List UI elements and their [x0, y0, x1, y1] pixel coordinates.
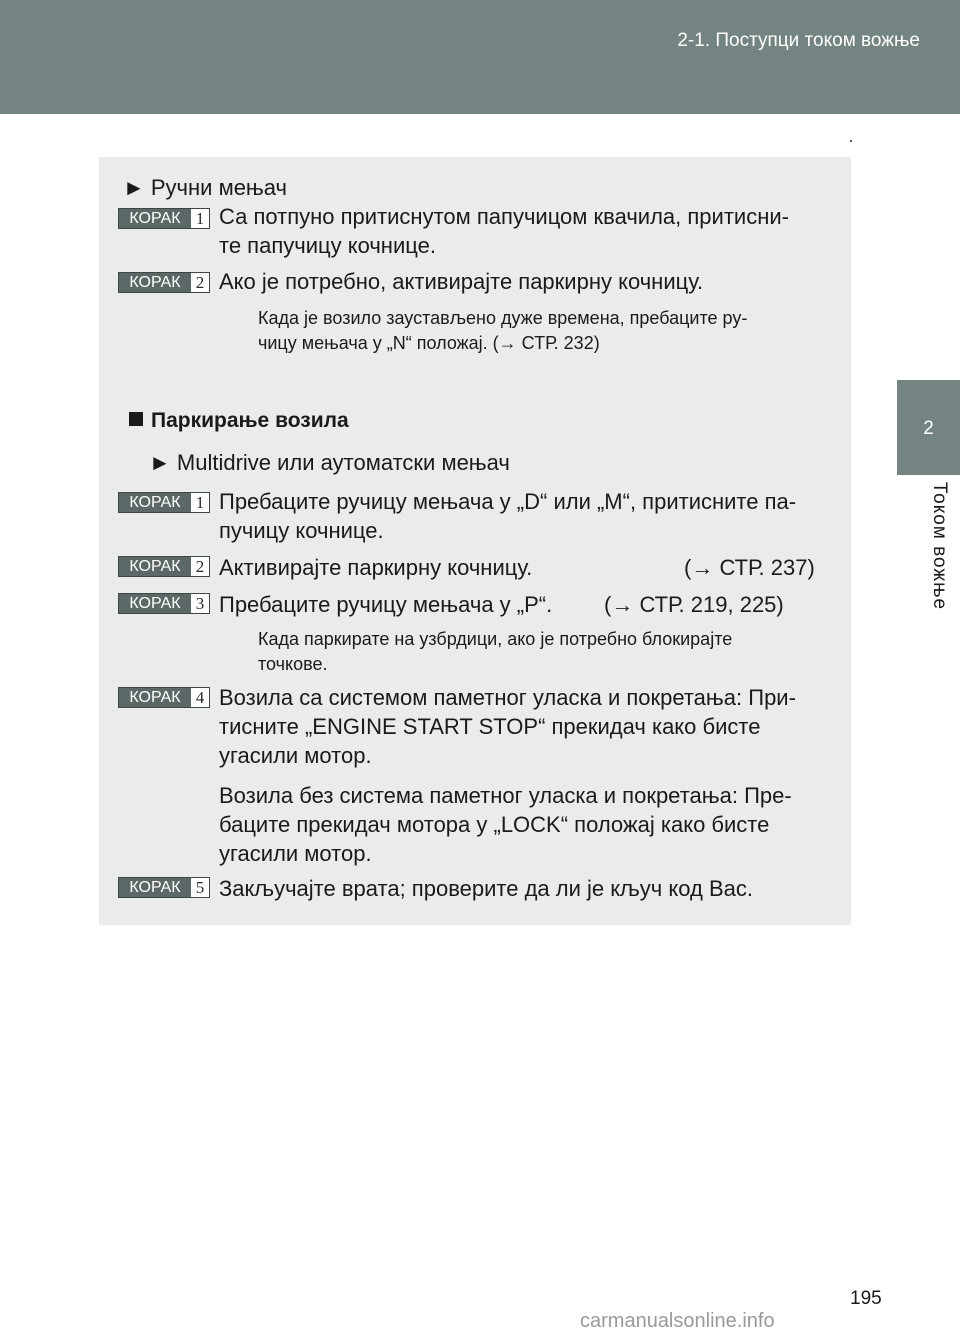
- chapter-tab-number: 2: [923, 418, 934, 439]
- chapter-tab: [897, 380, 960, 475]
- step-badge-word: КОРАК: [119, 688, 191, 707]
- step-text: Пребаците ручицу мењача у „P“.: [219, 592, 553, 617]
- automatic-transmission-heading: ► Multidrive или аутоматски мењач: [149, 450, 510, 475]
- step-text: Ако је потребно, активирајте паркирну кочницу.: [219, 269, 704, 294]
- manual-transmission-heading: ► Ручни мењач: [123, 175, 288, 200]
- step-badge-word: КОРАК: [119, 209, 191, 228]
- step-badge: [118, 208, 210, 229]
- step-badge-number: 5: [195, 877, 205, 897]
- step-badge-word: КОРАК: [119, 273, 191, 292]
- step-text: Закључајте врата; проверите да ли је кључ код Вас.: [219, 876, 753, 901]
- step-badge: [118, 272, 210, 293]
- step-badge-word: КОРАК: [119, 557, 191, 576]
- step-text: Возила са системом паметног уласка и покретања: При- тисните „ENGINE START STOP“ прекидач како бисте угасили мотор.: [219, 685, 796, 768]
- step-text: Са потпуно притиснутом папучицом квачила, притисни- те папучицу кочнице.: [219, 204, 789, 258]
- step-note: Када је возило заустављено дуже времена, пребаците ру- чицу мењача у „N“ положај. (→ СТР. 232): [258, 308, 748, 353]
- step-badge-number: 4: [195, 687, 205, 707]
- step-badge-number: 2: [195, 556, 205, 576]
- step-badge: [118, 877, 210, 898]
- chapter-header: [0, 0, 960, 114]
- content-box: [99, 157, 851, 925]
- page-reference: (→ СТР. 237): [684, 555, 815, 580]
- watermark: carmanualsonline.info: [580, 1310, 775, 1332]
- step-badge-word: КОРАК: [119, 878, 191, 897]
- step-badge: [118, 593, 210, 614]
- step-badge-number: 3: [195, 593, 205, 613]
- step-badge: [118, 556, 210, 577]
- step-badge-number: 2: [195, 272, 205, 292]
- section-square-icon: [129, 412, 143, 426]
- step-text-continued: Возила без система паметног уласка и покретања: Пре- баците прекидач мотора у „LOCK“ положај како бисте угасили мотор.: [219, 783, 792, 866]
- step-badge-word: КОРАК: [119, 594, 191, 613]
- step-badge-number: 1: [195, 208, 205, 228]
- section-title-text: Паркирање возила: [151, 409, 349, 432]
- step-text: Пребаците ручицу мењача у „D“ или „M“, притисните па- пучицу кочнице.: [219, 489, 797, 543]
- step-text: Активирајте паркирну кочницу.: [219, 555, 533, 580]
- chapter-title: 2-1. Поступци током вожње: [677, 30, 920, 51]
- step-note: Када паркирате на узбрдици, ако је потребно блокирајте точкове.: [258, 629, 733, 674]
- section-title: [129, 406, 349, 435]
- step-badge: [118, 492, 210, 513]
- chapter-tab-label: Током вожње: [929, 482, 950, 611]
- print-mark: [850, 140, 852, 142]
- step-badge-word: КОРАК: [119, 493, 191, 512]
- page-number: 195: [850, 1288, 882, 1309]
- step-badge-number: 1: [195, 492, 205, 512]
- step-badge: [118, 687, 210, 708]
- page-reference: (→ СТР. 219, 225): [604, 592, 784, 617]
